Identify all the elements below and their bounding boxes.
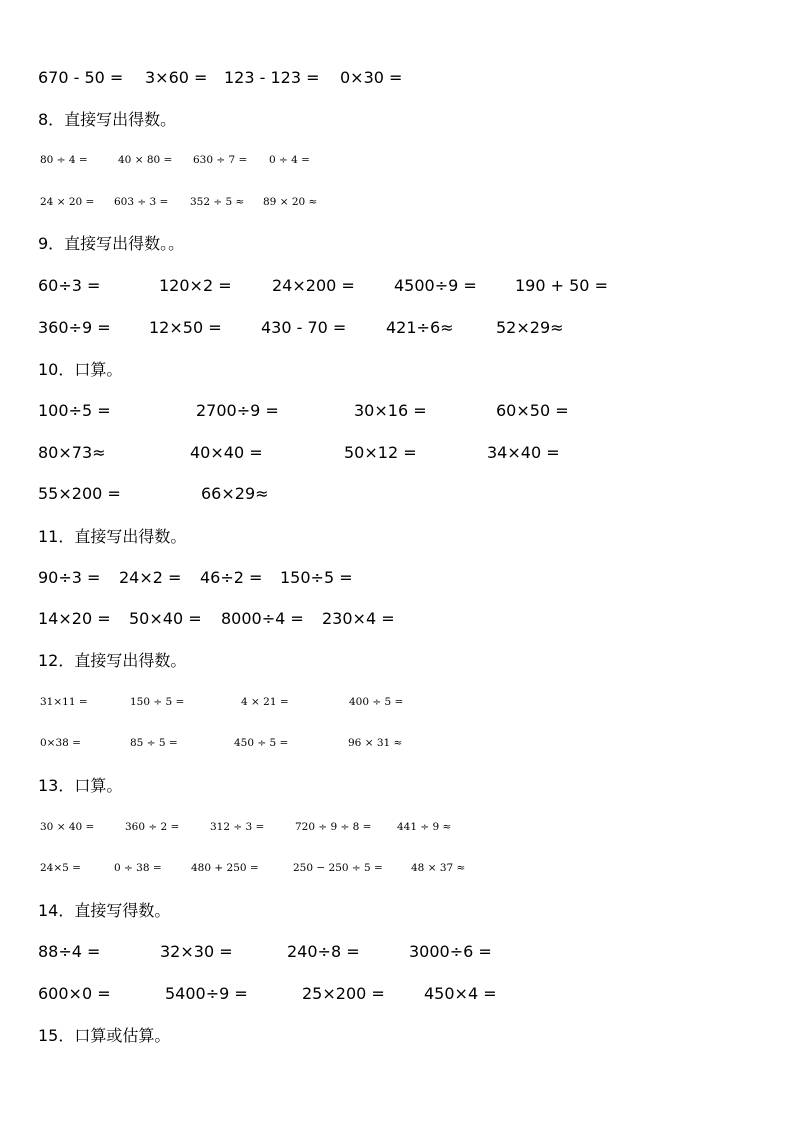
math-expression: 421÷6≈ [386,318,454,337]
math-expression: 30×16 = [354,401,427,420]
math-expression: 80 ÷ 4 = [40,154,88,166]
question-9-heading: 9．直接写出得数。。 [38,234,185,253]
math-expression: 430 - 70 = [261,318,347,337]
math-expression: 40×40 = [190,443,263,462]
math-expression: 352 ÷ 5 ≈ [190,196,245,208]
question-14-heading: 14．直接写得数。 [38,901,171,920]
question-8-heading: 8．直接写出得数。 [38,110,177,129]
math-expression: 31×11 = [40,696,88,708]
math-expression: 0×38 = [40,737,81,749]
math-expression: 50×40 = [129,609,202,628]
math-expression: 88÷4 = [38,942,101,961]
math-expression: 85 ÷ 5 = [130,737,178,749]
math-expression: 4 × 21 = [241,696,289,708]
math-expression: 230×4 = [322,609,395,628]
math-expression: 55×200 = [38,484,121,503]
math-expression: 190 + 50 = [515,276,608,295]
math-expression: 0×30 = [340,68,403,87]
math-expression: 8000÷4 = [221,609,304,628]
math-expression: 123 - 123 = [224,68,320,87]
math-expression: 600×0 = [38,984,111,1003]
math-expression: 30 × 40 = [40,821,95,833]
math-expression: 0 ÷ 4 = [269,154,310,166]
math-expression: 120×2 = [159,276,232,295]
math-expression: 150 ÷ 5 = [130,696,185,708]
question-15-heading: 15．口算或估算。 [38,1026,171,1045]
math-expression: 5400÷9 = [165,984,248,1003]
math-expression: 240÷8 = [287,942,360,961]
math-expression: 441 ÷ 9 ≈ [397,821,452,833]
math-expression: 670 - 50 = [38,68,124,87]
math-expression: 90÷3 = [38,568,101,587]
math-expression: 24×2 = [119,568,182,587]
math-expression: 80×73≈ [38,443,106,462]
math-expression: 0 ÷ 38 = [114,862,162,874]
math-expression: 24×5 = [40,862,81,874]
math-expression: 34×40 = [487,443,560,462]
math-expression: 24×200 = [272,276,355,295]
math-expression: 360 ÷ 2 = [125,821,180,833]
question-11-heading: 11．直接写出得数。 [38,527,187,546]
math-expression: 46÷2 = [200,568,263,587]
math-expression: 52×29≈ [496,318,564,337]
math-expression: 720 ÷ 9 ÷ 8 = [295,821,372,833]
math-expression: 96 × 31 ≈ [348,737,403,749]
question-10-heading: 10．口算。 [38,360,123,379]
math-expression: 12×50 = [149,318,222,337]
math-expression: 150÷5 = [280,568,353,587]
math-expression: 24 × 20 = [40,196,95,208]
math-expression: 3000÷6 = [409,942,492,961]
math-expression: 60÷3 = [38,276,101,295]
question-13-heading: 13．口算。 [38,776,123,795]
math-expression: 2700÷9 = [196,401,279,420]
math-expression: 32×30 = [160,942,233,961]
math-expression: 100÷5 = [38,401,111,420]
math-expression: 89 × 20 ≈ [263,196,318,208]
math-expression: 360÷9 = [38,318,111,337]
math-expression: 3×60 = [145,68,208,87]
math-expression: 603 ÷ 3 = [114,196,169,208]
math-expression: 66×29≈ [201,484,269,503]
math-expression: 14×20 = [38,609,111,628]
math-expression: 450×4 = [424,984,497,1003]
question-12-heading: 12．直接写出得数。 [38,651,187,670]
math-expression: 450 ÷ 5 = [234,737,289,749]
math-expression: 50×12 = [344,443,417,462]
math-expression: 4500÷9 = [394,276,477,295]
math-expression: 48 × 37 ≈ [411,862,466,874]
math-expression: 480 + 250 = [191,862,259,874]
math-expression: 250 − 250 ÷ 5 = [293,862,383,874]
math-expression: 312 ÷ 3 = [210,821,265,833]
math-expression: 400 ÷ 5 = [349,696,404,708]
math-expression: 60×50 = [496,401,569,420]
math-expression: 630 ÷ 7 = [193,154,248,166]
math-expression: 25×200 = [302,984,385,1003]
math-expression: 40 × 80 = [118,154,173,166]
